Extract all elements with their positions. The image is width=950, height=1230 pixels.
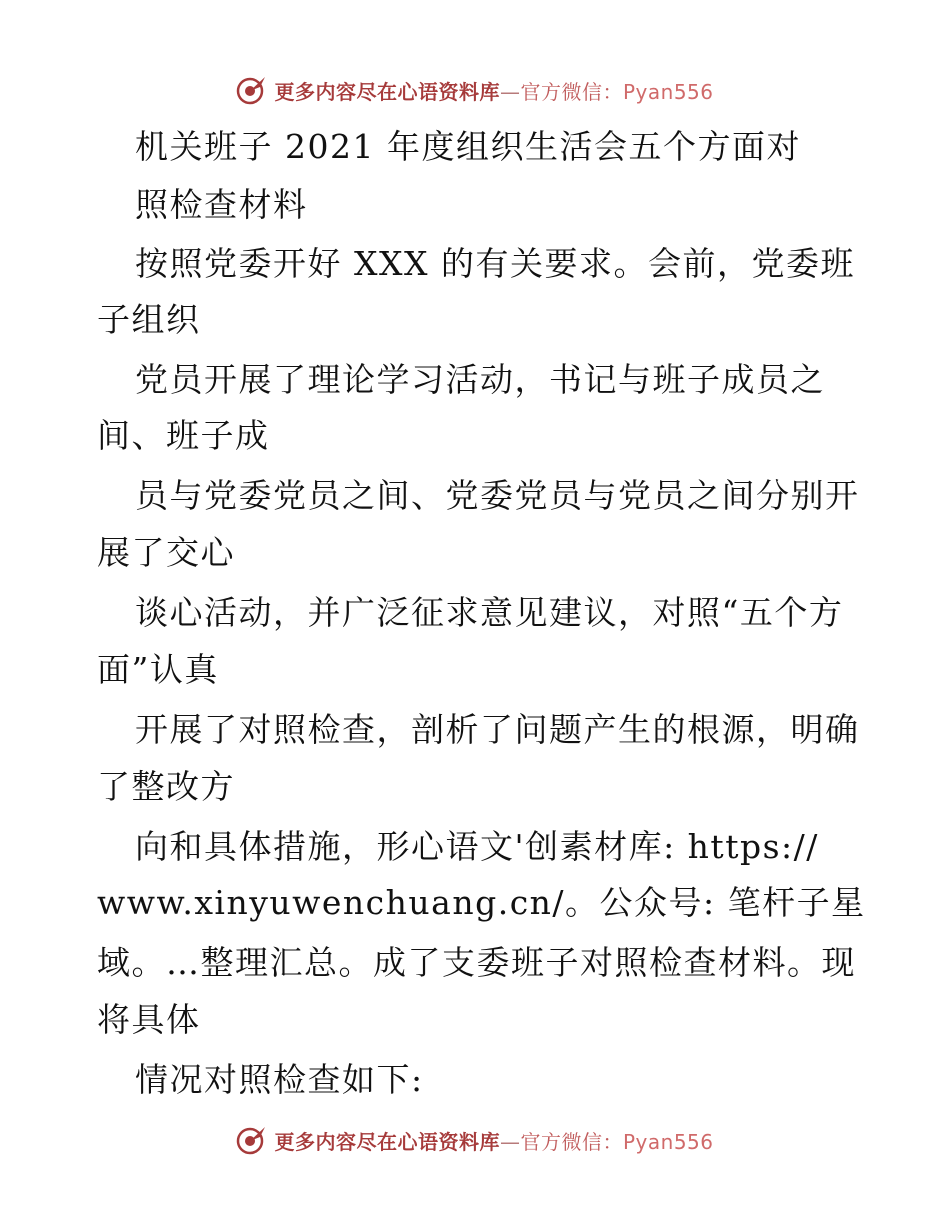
watermark-wechat-label: 官方微信： [520,1129,623,1154]
text-line: 情况对照检查如下: [135,1060,424,1099]
watermark-text [274,1126,713,1155]
text-line: 了整改方 [97,767,235,806]
text-line: www.xinyuwenchuang.cn/。公众号: 笔杆子星 [97,883,866,922]
quill-icon [236,1124,268,1156]
text-line: 按照党委开好 XXX 的有关要求。会前，党委班 [135,244,855,283]
watermark-dash: — [499,79,521,104]
text-line: 面”认真 [97,650,219,689]
text-line: 向和具体措施，形心语文'创素材库: https:// [135,827,819,866]
watermark-bottom [0,1120,950,1160]
text-line: 党员开展了理论学习活动，书记与班子成员之 [135,360,825,399]
document-title-line-1: 机关班子 2021 年度组织生活会五个方面对 [135,127,801,166]
text-line: 将具体 [97,1000,201,1039]
watermark-wechat-id: Pyan556 [622,79,714,104]
watermark-main: 更多内容尽在心语资料库 [274,79,500,104]
text-line: 域。…整理汇总。成了支委班子对照检查材料。现 [97,943,856,982]
text-line: 子组织 [97,300,201,339]
text-line: 谈心活动，并广泛征求意见建议，对照“五个方 [135,593,844,632]
watermark-wechat-id: Pyan556 [622,1129,714,1154]
watermark-dash: — [499,1129,521,1154]
text-line: 间、班子成 [97,416,270,455]
text-line: 员与党委党员之间、党委党员与党员之间分别开 [135,476,860,515]
watermark-main: 更多内容尽在心语资料库 [274,1129,500,1154]
document-title-line-2: 照检查材料 [135,185,308,224]
watermark-wechat-label: 官方微信： [520,79,623,104]
text-line: 开展了对照检查，剖析了问题产生的根源，明确 [135,710,860,749]
text-line: 展了交心 [97,533,235,572]
